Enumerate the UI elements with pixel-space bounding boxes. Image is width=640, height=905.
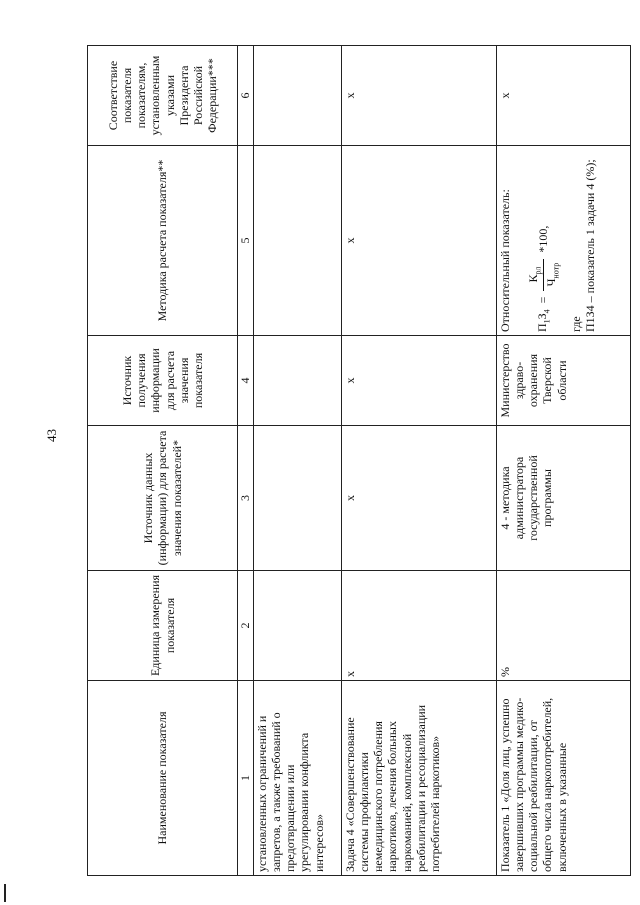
formula-lhs: $П_1З_4$: [535, 309, 552, 332]
column-number: 4: [238, 336, 254, 426]
source-data-cell: 4 - методика администратора государственной программы: [497, 426, 631, 571]
source-info-cell: х: [342, 336, 497, 426]
compliance-cell: х: [342, 46, 497, 146]
column-number: 2: [238, 571, 254, 681]
indicator-name: Задача 4 «Совершенствование системы профилактики немедицинского потребления наркотиков, лечения больных наркоманией, комплексной реабилитации и ресоциализации потребителей наркотиков»: [342, 681, 497, 876]
source-info-cell: [254, 336, 342, 426]
method-cell: [254, 146, 342, 336]
source-data-cell: х: [342, 426, 497, 571]
indicators-table: [87, 45, 631, 876]
formula-where: где: [568, 316, 583, 332]
indicator-name: установленных ограничений и запретов, а также требований о предотвращении или урегулировании конфликта интересов»: [254, 681, 342, 876]
column-number: 6: [238, 46, 254, 146]
column-number-row: [238, 46, 254, 876]
table-row: [254, 46, 342, 876]
header-method: Методика расчета показателя**: [88, 146, 238, 336]
rotated-table-container: [87, 46, 631, 876]
column-number: 1: [238, 681, 254, 876]
header-unit: Единица измерения показателя: [88, 571, 238, 681]
scan-mark: [4, 884, 6, 902]
formula-fraction: $К_{рл}$ $Ч_{нотр}$: [526, 259, 561, 291]
formula-tail: *100,: [536, 225, 551, 253]
formula-description: П1З4 – показатель 1 задачи 4 (%);: [582, 159, 597, 332]
unit-cell: [254, 571, 342, 681]
unit-cell: х: [342, 571, 497, 681]
column-number: 3: [238, 426, 254, 571]
header-source-info: Источник получения информации для расчета значения показателя: [88, 336, 238, 426]
method-heading: Относительный показатель:: [498, 189, 512, 332]
method-cell: х: [342, 146, 497, 336]
page-number: 43: [44, 429, 59, 442]
method-cell: [497, 146, 631, 336]
formula: [526, 149, 561, 332]
header-source-data: Источник данных (информации) для расчета значения показателей*: [88, 426, 238, 571]
header-name: Наименование показателя: [88, 681, 238, 876]
formula-equals: =: [536, 296, 551, 304]
table-row: [497, 46, 631, 876]
compliance-cell: х: [497, 46, 631, 146]
indicator-name: Показатель 1 «Доля лиц, успешно завершивших программы медико-социальной реабилитации, от общего числа наркопотребителей, включенных в указанные: [497, 681, 631, 876]
unit-cell: %: [497, 571, 631, 681]
source-info-cell: Министерство здраво-охранения Тверской области: [497, 336, 631, 426]
source-data-cell: [254, 426, 342, 571]
compliance-cell: [254, 46, 342, 146]
header-compliance: Соответствие показателя показателям, установленным указами Президента Российской Федерации***: [88, 46, 238, 146]
header-row: [88, 46, 238, 876]
table-row: [342, 46, 497, 876]
column-number: 5: [238, 146, 254, 336]
